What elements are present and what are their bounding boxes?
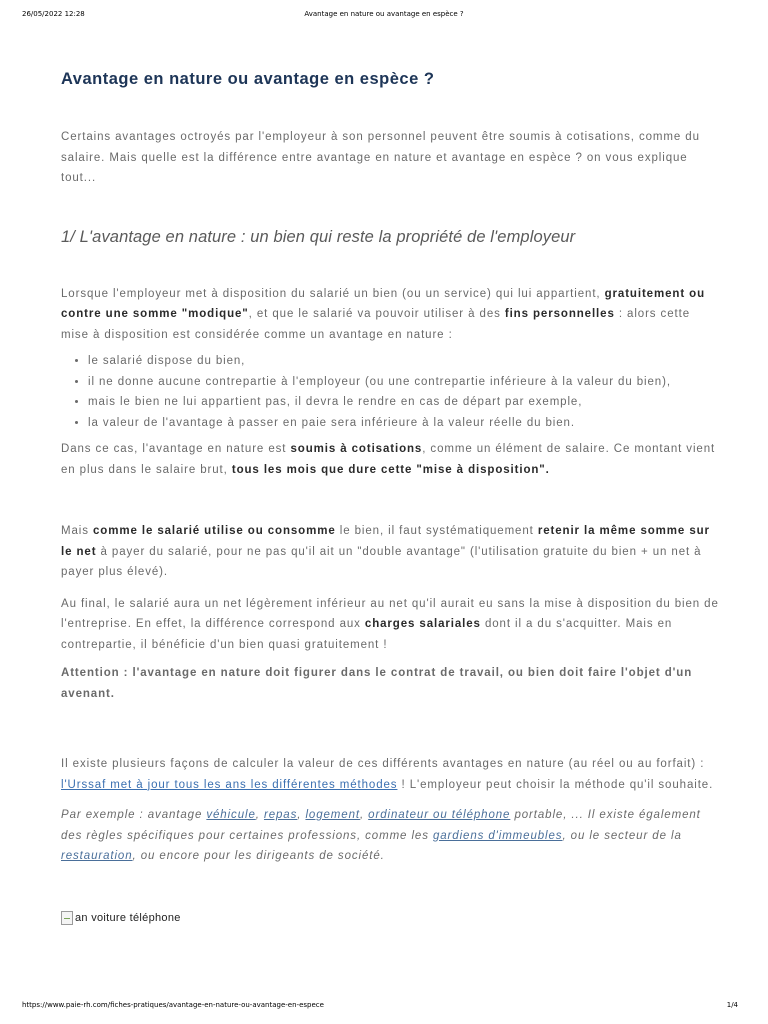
- repas-link[interactable]: repas: [263, 809, 298, 821]
- article-intro: Certains avantages octroyés par l'employeur à son personnel peuvent être soumis à cotisations, comme du salaire. Mais quelle est la différence entre avantage en nature et avantage en espèce ? on vous explique tout...: [61, 131, 700, 184]
- paragraph-cotisations: [61, 439, 721, 480]
- text: ,: [359, 809, 369, 821]
- text: Par exemple : avantage: [61, 809, 207, 821]
- list-item: • le salarié dispose du bien,: [88, 351, 721, 372]
- gardiens-immeubles-link[interactable]: gardiens d'immeubles: [432, 829, 563, 842]
- bold-text: comme le salarié utilise ou consomme: [92, 525, 336, 537]
- text: , et que le salarié va pouvoir utiliser à des: [248, 308, 505, 320]
- paragraph-retenue: [61, 521, 721, 583]
- list-item: • mais le bien ne lui appartient pas, il devra le rendre en cas de départ par exemple,: [88, 392, 721, 413]
- paragraph-calcul: [61, 754, 721, 795]
- paragraph-examples: [61, 805, 721, 867]
- text: , ou le secteur de la: [562, 829, 682, 842]
- list-item: • il ne donne aucune contrepartie à l'employeur (ou une contrepartie inférieure à la valeur du bien),: [88, 372, 721, 393]
- bold-text: fins personnelles: [504, 308, 615, 320]
- text: Mais: [61, 525, 93, 537]
- list-item: • la valeur de l'avantage à passer en paie sera inférieure à la valeur réelle du bien.: [88, 413, 721, 434]
- criteria-list: [61, 351, 721, 433]
- ordinateur-telephone-link[interactable]: ordinateur ou téléphone: [368, 809, 511, 821]
- article: [61, 70, 721, 925]
- section-title: 1/ L'avantage en nature : un bien qui reste la propriété de l'employeur: [61, 227, 576, 246]
- paragraph-definition: [61, 284, 721, 346]
- broken-image: [61, 911, 721, 925]
- urssaf-link[interactable]: l'Urssaf met à jour tous les ans les différentes méthodes: [61, 778, 398, 791]
- text: à payer du salarié, pour ne pas qu'il ait un "double avantage" (l'utilisation gratuite du bien + un net à payer plus élevé).: [61, 545, 702, 578]
- bold-text: tous les mois que dure cette "mise à disposition".: [231, 463, 550, 476]
- bold-text: charges salariales: [364, 618, 481, 630]
- paragraph-final: [61, 594, 721, 656]
- logement-link[interactable]: logement: [305, 809, 360, 821]
- print-datetime: 26/05/2022 12:28: [22, 10, 85, 18]
- text: ,: [255, 809, 264, 821]
- text: dont il a du s'acquitter. Mais en contrepartie, il bénéficie d'un bien quasi gratuitement !: [61, 618, 673, 651]
- text: ! L'employeur peut choisir la méthode qu'il souhaite.: [397, 778, 714, 791]
- bold-text: retenir la même somme sur le net: [61, 525, 710, 558]
- restauration-link[interactable]: restauration: [61, 850, 133, 862]
- vehicule-link[interactable]: véhicule: [206, 809, 256, 821]
- text: portable, ... Il existe également des règles spécifiques pour certaines professions, comme les: [61, 809, 701, 842]
- text: le bien, il faut systématiquement: [335, 525, 538, 537]
- paragraph-attention: Attention : l'avantage en nature doit figurer dans le contrat de travail, ou bien doit faire l'objet d'un avenant.: [61, 667, 693, 700]
- broken-image-icon: [61, 911, 73, 925]
- print-page-number: 1/4: [726, 1001, 738, 1009]
- image-alt-text: an voiture téléphone: [75, 911, 181, 924]
- text: Au final, le salarié aura un net légèrement inférieur au net qu'il aurait eu sans la mise à disposition du bien de l'entreprise. En effet, la différence correspond aux: [61, 597, 719, 630]
- text: , comme un élément de salaire. Ce montant vient en plus dans le salaire brut,: [61, 443, 716, 476]
- text: ,: [297, 809, 306, 821]
- text: , ou encore pour les dirigeants de société.: [132, 850, 385, 862]
- print-page-title: Avantage en nature ou avantage en espèce ?: [304, 10, 464, 18]
- text: Dans ce cas, l'avantage en nature est: [61, 443, 291, 455]
- article-title: Avantage en nature ou avantage en espèce ?: [61, 70, 435, 88]
- print-header: [0, 10, 768, 22]
- print-footer: [0, 1001, 768, 1013]
- text: : alors cette mise à disposition est considérée comme un avantage en nature :: [61, 308, 690, 341]
- text: Il existe plusieurs façons de calculer la valeur de ces différents avantages en nature (au réel ou au forfait) :: [61, 758, 705, 770]
- print-url: https://www.paie-rh.com/fiches-pratiques/avantage-en-nature-ou-avantage-en-espece: [22, 1001, 324, 1009]
- bold-text: soumis à cotisations: [290, 443, 423, 455]
- bold-text: gratuitement ou contre une somme "modique": [61, 287, 705, 320]
- text: Lorsque l'employeur met à disposition du salarié un bien (ou un service) qui lui appartient,: [61, 287, 605, 300]
